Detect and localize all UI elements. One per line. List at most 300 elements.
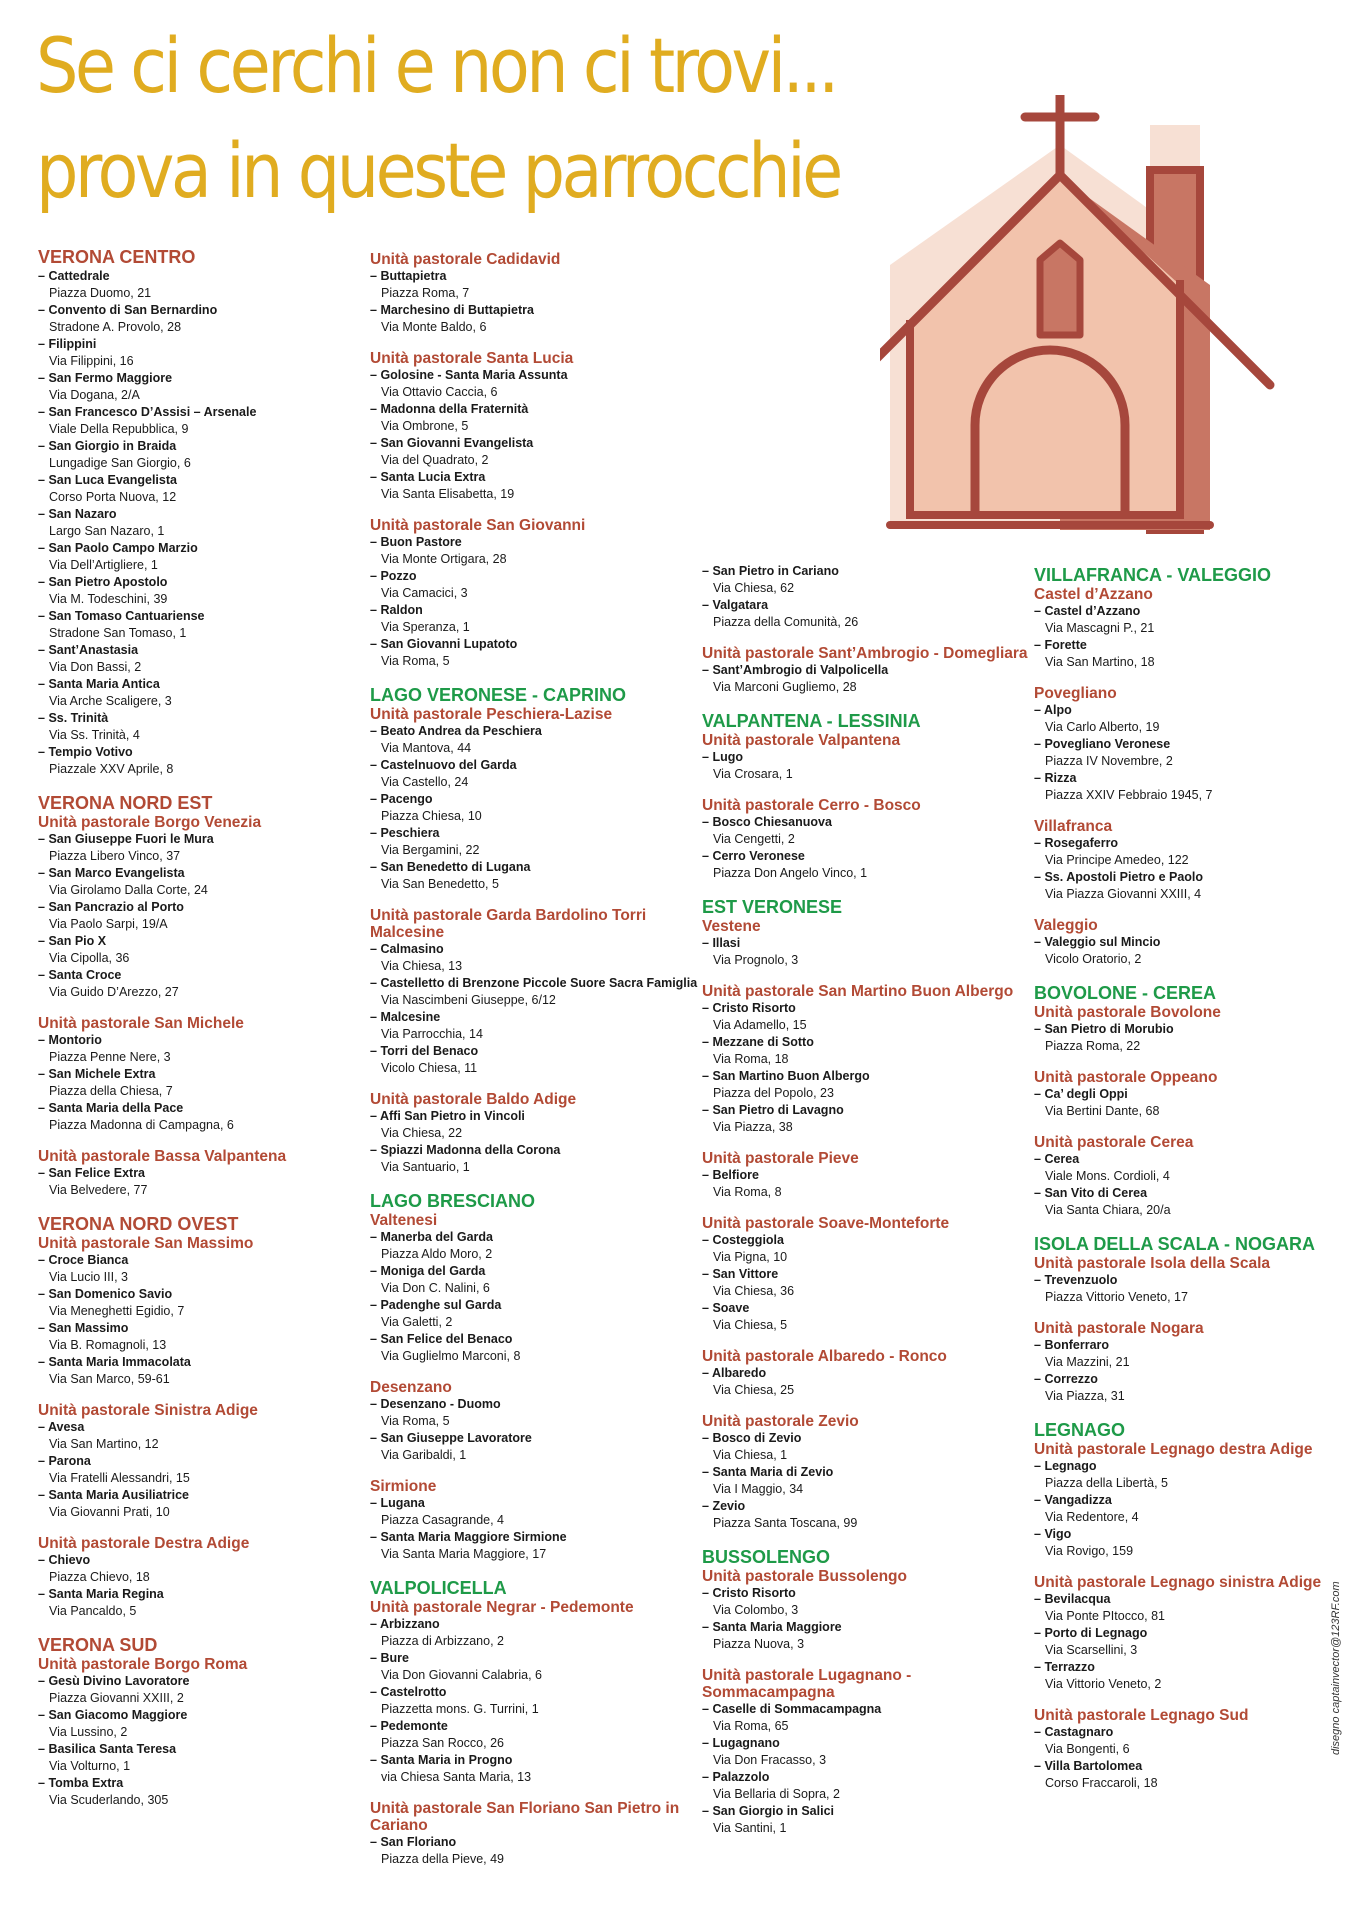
parish-list <box>702 935 1032 969</box>
bullet-dash: – <box>38 303 49 317</box>
parish-name <box>702 814 1032 831</box>
parish-name <box>370 757 700 774</box>
parish-name <box>1034 1758 1364 1775</box>
bullet-dash: – <box>1034 1759 1045 1773</box>
parish-name <box>1034 869 1364 886</box>
bullet-dash: – <box>38 473 49 487</box>
column-4 <box>1034 564 1364 1792</box>
parish-name <box>38 1100 368 1117</box>
parish-name <box>370 825 700 842</box>
bullet-dash: – <box>702 750 713 764</box>
parish-address: Via Arche Scaligere, 3 <box>49 694 172 708</box>
bullet-dash: – <box>38 1454 49 1468</box>
pastoral-unit-heading: Unità pastorale Borgo Roma <box>38 1656 248 1673</box>
bullet-dash: – <box>38 1674 49 1688</box>
parish-address: Via Piazza, 38 <box>713 1120 793 1134</box>
parish-list <box>702 1365 1032 1399</box>
pastoral-unit-heading: Unità pastorale Borgo Venezia <box>38 814 262 831</box>
parish-item <box>702 814 1032 848</box>
parish-list <box>38 1673 368 1809</box>
parish-name-text: San Giorgio in Salici <box>712 1804 834 1818</box>
parish-address: Largo San Nazaro, 1 <box>49 524 165 538</box>
parish-name-text: Padenghe sul Garda <box>380 1298 502 1312</box>
parish-name-text: Vigo <box>1044 1527 1072 1541</box>
parish-address: Via Piazza, 31 <box>1045 1389 1125 1403</box>
parish-address: Via San Benedetto, 5 <box>381 877 499 891</box>
parish-name-text: Terrazzo <box>1044 1660 1095 1674</box>
parish-name <box>38 540 368 557</box>
parish-name-text: Basilica Santa Teresa <box>48 1742 177 1756</box>
parish-address: Lungadige San Giorgio, 6 <box>49 456 191 470</box>
parish-name-text: Santa Maria Maggiore Sirmione <box>380 1530 567 1544</box>
parish-address: Via Scarsellini, 3 <box>1045 1643 1138 1657</box>
parish-name-text: Castelletto di Brenzone Piccole Suore Sacra Famiglia <box>380 976 698 990</box>
parish-address: Via Ottavio Caccia, 6 <box>381 385 498 399</box>
parish-name <box>1034 702 1364 719</box>
parish-name-text: Castel d’Azzano <box>1044 604 1141 618</box>
parish-list <box>702 563 1032 631</box>
parish-name-text: Chievo <box>48 1553 91 1567</box>
parish-address: Piazza XXIV Febbraio 1945, 7 <box>1045 788 1213 802</box>
parish-address: Via Chiesa, 13 <box>381 959 463 973</box>
parish-item <box>370 1650 700 1684</box>
parish-address: Corso Porta Nuova, 12 <box>49 490 177 504</box>
parish-name <box>370 1297 700 1314</box>
parish-list <box>702 814 1032 882</box>
parish-address: Via Castello, 24 <box>381 775 469 789</box>
parish-name <box>1034 1625 1364 1642</box>
bullet-dash: – <box>370 942 381 956</box>
parish-name-text: San Michele Extra <box>48 1067 156 1081</box>
parish-address: Via Cipolla, 36 <box>49 951 130 965</box>
parish-list <box>1034 1591 1364 1693</box>
parish-name-text: San Tomaso Cantuariense <box>48 609 205 623</box>
parish-name-text: Parona <box>48 1454 91 1468</box>
parish-item <box>370 1616 700 1650</box>
pastoral-unit-heading: Unità pastorale Cadidavid <box>370 251 561 268</box>
parish-name-text: San Pio X <box>48 934 107 948</box>
parish-name <box>370 1263 700 1280</box>
parish-item <box>702 1585 1032 1619</box>
parish-name <box>38 302 368 319</box>
parish-name-text: Albaredo <box>711 1366 767 1380</box>
parish-name-text: San Floriano <box>380 1835 457 1849</box>
bullet-dash: – <box>702 936 713 950</box>
pastoral-unit-heading: Unità pastorale Destra Adige <box>38 1535 250 1552</box>
parish-address: Via Bellaria di Sopra, 2 <box>713 1787 840 1801</box>
bullet-dash: – <box>38 968 49 982</box>
parish-name-text: Malcesine <box>380 1010 441 1024</box>
parish-item <box>38 831 368 865</box>
parish-name <box>370 268 700 285</box>
parish-item <box>370 1396 700 1430</box>
bullet-dash: – <box>702 1168 713 1182</box>
parish-item <box>702 1000 1032 1034</box>
parish-name <box>38 744 368 761</box>
parish-item <box>1034 835 1364 869</box>
parish-address: Via Filippini, 16 <box>49 354 134 368</box>
bullet-dash: – <box>38 269 49 283</box>
pastoral-unit-heading: Unità pastorale Negrar - Pedemonte <box>370 1599 634 1616</box>
parish-item <box>38 1775 368 1809</box>
parish-name <box>1034 1526 1364 1543</box>
parish-name-text: Cristo Risorto <box>712 1001 796 1015</box>
parish-item <box>1034 1185 1364 1219</box>
parish-name-text: Santa Maria in Progno <box>380 1753 513 1767</box>
parish-name <box>370 534 700 551</box>
parish-address: Via Belvedere, 77 <box>49 1183 148 1197</box>
parish-name <box>370 1752 700 1769</box>
pastoral-unit-heading: Unità pastorale Bassa Valpantena <box>38 1148 287 1165</box>
parish-name <box>1034 1086 1364 1103</box>
parish-address: Piazza Libero Vinco, 37 <box>49 849 181 863</box>
parish-address: Via Chiesa, 25 <box>713 1383 795 1397</box>
parish-name-text: San Felice Extra <box>48 1166 146 1180</box>
parish-name <box>38 1707 368 1724</box>
bullet-dash: – <box>38 1253 49 1267</box>
parish-name <box>702 749 1032 766</box>
parish-name <box>702 1000 1032 1017</box>
parish-address: Via Don Bassi, 2 <box>49 660 142 674</box>
parish-address: Via Giovanni Prati, 10 <box>49 1505 170 1519</box>
parish-name-text: Alpo <box>1043 703 1072 717</box>
parish-item <box>370 1009 700 1043</box>
parish-name-text: Cerro Veronese <box>712 849 805 863</box>
bullet-dash: – <box>370 303 381 317</box>
parish-list <box>38 1252 368 1388</box>
bullet-dash: – <box>38 1708 49 1722</box>
parish-item <box>702 1803 1032 1837</box>
parish-name-text: Montorio <box>48 1033 102 1047</box>
parish-address: Via Garibaldi, 1 <box>381 1448 467 1462</box>
bullet-dash: – <box>370 368 381 382</box>
parish-name <box>370 469 700 486</box>
bullet-dash: – <box>702 1233 713 1247</box>
parish-name-text: Raldon <box>380 603 423 617</box>
bullet-dash: – <box>702 1035 713 1049</box>
bullet-dash: – <box>38 337 49 351</box>
parish-address: Piazza Duomo, 21 <box>49 286 152 300</box>
parish-list <box>38 1165 368 1199</box>
bullet-dash: – <box>38 609 49 623</box>
parish-list <box>38 1419 368 1521</box>
bullet-dash: – <box>1034 1087 1045 1101</box>
bullet-dash: – <box>370 724 381 738</box>
parish-address: Piazza Santa Toscana, 99 <box>713 1516 858 1530</box>
bullet-dash: – <box>38 439 49 453</box>
parish-name-text: Calmasino <box>380 942 444 956</box>
parish-name <box>38 1673 368 1690</box>
parish-address: via Chiesa Santa Maria, 13 <box>381 1770 532 1784</box>
parish-name <box>38 1320 368 1337</box>
parish-item <box>370 941 700 975</box>
parish-item <box>702 1034 1032 1068</box>
parish-address: Via Roma, 5 <box>381 654 450 668</box>
parish-name-text: Santa Croce <box>48 968 122 982</box>
parish-name-text: Pacengo <box>380 792 433 806</box>
parish-address: Piazza San Rocco, 26 <box>381 1736 504 1750</box>
parish-name <box>38 370 368 387</box>
bullet-dash: – <box>702 564 713 578</box>
parish-name <box>38 1066 368 1083</box>
zone-heading: VILLAFRANCA - VALEGGIO <box>1034 565 1271 585</box>
parish-address: Piazza della Libertà, 5 <box>1045 1476 1168 1490</box>
parish-address: Via Santa Chiara, 20/a <box>1045 1203 1171 1217</box>
parish-name <box>702 1619 1032 1636</box>
parish-name <box>702 597 1032 614</box>
zone-heading: LAGO VERONESE - CAPRINO <box>370 685 627 705</box>
column-1 <box>38 246 368 1809</box>
parish-address: Via Camacici, 3 <box>381 586 468 600</box>
parish-item <box>38 302 368 336</box>
bullet-dash: – <box>702 1001 713 1015</box>
pastoral-unit-heading: Unità pastorale Sinistra Adige <box>38 1402 258 1419</box>
parish-address: Via Nascimbeni Giuseppe, 6/12 <box>381 993 556 1007</box>
bullet-dash: – <box>370 269 381 283</box>
parish-item <box>38 574 368 608</box>
parish-address: Piazza Aldo Moro, 2 <box>381 1247 493 1261</box>
parish-name-text: Marchesino di Buttapietra <box>380 303 534 317</box>
parish-name <box>370 1650 700 1667</box>
parish-name-text: San Giorgio in Braida <box>48 439 177 453</box>
parish-item <box>38 1453 368 1487</box>
pastoral-unit-heading: Unità pastorale Sant’Ambrogio - Domegliara <box>702 645 1028 662</box>
parish-name <box>370 636 700 653</box>
bullet-dash: – <box>370 1651 381 1665</box>
parish-item <box>702 1701 1032 1735</box>
bullet-dash: – <box>1034 1459 1045 1473</box>
parish-name <box>702 1266 1032 1283</box>
parish-name <box>702 563 1032 580</box>
parish-item <box>702 1735 1032 1769</box>
pastoral-unit-heading: Unità pastorale San Giovanni <box>370 517 586 534</box>
zone-heading: VERONA NORD OVEST <box>38 1214 239 1234</box>
parish-name <box>702 935 1032 952</box>
parish-list <box>370 1834 700 1868</box>
parish-name <box>702 1735 1032 1752</box>
column-2 <box>370 251 700 1868</box>
parish-address: Piazza del Popolo, 23 <box>713 1086 834 1100</box>
parish-name <box>38 506 368 523</box>
parish-item <box>1034 1458 1364 1492</box>
pastoral-unit-heading: Unità pastorale Albaredo - Ronco <box>702 1348 947 1365</box>
bullet-dash: – <box>702 1736 713 1750</box>
parish-name <box>38 1487 368 1504</box>
parish-address: Via Bertini Dante, 68 <box>1045 1104 1160 1118</box>
bullet-dash: – <box>370 470 381 484</box>
parish-list <box>1034 1337 1364 1405</box>
parish-name-text: Valgatara <box>712 598 769 612</box>
bullet-dash: – <box>370 569 381 583</box>
parish-name-text: Castelrotto <box>380 1685 447 1699</box>
parish-address: Via Roma, 8 <box>713 1185 782 1199</box>
parish-name-text: Bonferraro <box>1044 1338 1110 1352</box>
zone-heading: VALPOLICELLA <box>370 1578 507 1598</box>
pastoral-unit-heading: Unità pastorale Legnago sinistra Adige <box>1034 1574 1322 1591</box>
parish-name <box>1034 1021 1364 1038</box>
parish-address: Via Chiesa, 36 <box>713 1284 795 1298</box>
parish-item <box>370 1718 700 1752</box>
bullet-dash: – <box>1034 836 1045 850</box>
parish-address: Via Parrocchia, 14 <box>381 1027 483 1041</box>
parish-name <box>370 975 700 992</box>
parish-item <box>1034 637 1364 671</box>
bullet-dash: – <box>370 1719 381 1733</box>
parish-name-text: Santa Maria della Pace <box>48 1101 184 1115</box>
parish-address: Corso Fraccaroli, 18 <box>1045 1776 1158 1790</box>
parish-item <box>38 1286 368 1320</box>
parish-name <box>370 1331 700 1348</box>
bullet-dash: – <box>38 1166 49 1180</box>
parish-name-text: San Massimo <box>48 1321 129 1335</box>
parish-name-text: San Pietro di Morubio <box>1044 1022 1174 1036</box>
parish-list <box>370 723 700 893</box>
bullet-dash: – <box>38 575 49 589</box>
bullet-dash: – <box>702 1069 713 1083</box>
parish-name <box>370 1495 700 1512</box>
parish-name-text: Filippini <box>48 337 97 351</box>
parish-item <box>370 1834 700 1868</box>
parish-name <box>1034 1659 1364 1676</box>
parish-name-text: San Giuseppe Lavoratore <box>380 1431 532 1445</box>
parish-item <box>38 1252 368 1286</box>
parish-list <box>1034 1272 1364 1306</box>
parish-name-text: Santa Maria Ausiliatrice <box>48 1488 190 1502</box>
parish-name-text: Sant’Anastasia <box>48 643 139 657</box>
parish-item <box>1034 1625 1364 1659</box>
parish-name <box>370 1834 700 1851</box>
parish-name <box>370 1396 700 1413</box>
bullet-dash: – <box>38 1488 49 1502</box>
parish-address: Piazza Vittorio Veneto, 17 <box>1045 1290 1188 1304</box>
parish-item <box>1034 1492 1364 1526</box>
zone-heading: VERONA SUD <box>38 1635 158 1655</box>
parish-name-text: Affi San Pietro in Vincoli <box>379 1109 525 1123</box>
parish-name <box>702 1430 1032 1447</box>
zone-heading: LEGNAGO <box>1034 1420 1126 1440</box>
bullet-dash: – <box>702 1702 713 1716</box>
parish-item <box>370 1108 700 1142</box>
parish-item <box>1034 1371 1364 1405</box>
parish-address: Via Fratelli Alessandri, 15 <box>49 1471 190 1485</box>
parish-name <box>38 438 368 455</box>
parish-list <box>702 1430 1032 1532</box>
parish-name-text: Rizza <box>1044 771 1077 785</box>
parish-address: Via Rovigo, 159 <box>1045 1544 1134 1558</box>
parish-list <box>370 941 700 1077</box>
pastoral-unit-heading: Unità pastorale Nogara <box>1034 1320 1204 1337</box>
bullet-dash: – <box>370 1431 381 1445</box>
parish-name <box>702 1498 1032 1515</box>
parish-address: Via Adamello, 15 <box>713 1018 807 1032</box>
bullet-dash: – <box>370 1109 380 1123</box>
pastoral-unit-heading: Unità pastorale Cerro - Bosco <box>702 797 921 814</box>
parish-name-text: Manerba del Garda <box>380 1230 493 1244</box>
parish-address: Via Santa Elisabetta, 19 <box>381 487 515 501</box>
parish-item <box>38 1673 368 1707</box>
parish-item <box>702 1266 1032 1300</box>
pastoral-unit-heading: Unità pastorale Lugagnano - Sommacampagna <box>702 1667 912 1701</box>
parish-name-text: Palazzolo <box>712 1770 770 1784</box>
parish-name-text: Buon Pastore <box>380 535 462 549</box>
parish-item <box>370 825 700 859</box>
parish-address: Piazza Madonna di Campagna, 6 <box>49 1118 234 1132</box>
bullet-dash: – <box>38 677 49 691</box>
parish-name-text: San Domenico Savio <box>48 1287 173 1301</box>
parish-name <box>370 941 700 958</box>
parish-name-text: Gesù Divino Lavoratore <box>48 1674 190 1688</box>
parish-name-text: Madonna della Fraternità <box>380 402 529 416</box>
parish-name-text: San Vito di Cerea <box>1044 1186 1148 1200</box>
bullet-dash: – <box>370 436 381 450</box>
parish-item <box>38 1586 368 1620</box>
parish-list <box>370 534 700 670</box>
parish-address: Via Bongenti, 6 <box>1045 1742 1130 1756</box>
parish-item <box>1034 1659 1364 1693</box>
parish-address: Via del Quadrato, 2 <box>381 453 489 467</box>
parish-address: Via Piazza Giovanni XXIII, 4 <box>1045 887 1202 901</box>
parish-item <box>370 302 700 336</box>
parish-name-text: Porto di Legnago <box>1044 1626 1148 1640</box>
parish-item <box>38 899 368 933</box>
parish-item <box>370 1229 700 1263</box>
bullet-dash: – <box>1034 1152 1045 1166</box>
parish-name-text: San Giuseppe Fuori le Mura <box>48 832 214 846</box>
bullet-dash: – <box>370 1230 381 1244</box>
parish-item <box>38 1165 368 1199</box>
parish-name-text: Bevilacqua <box>1044 1592 1111 1606</box>
parish-name <box>38 1775 368 1792</box>
parish-name <box>370 602 700 619</box>
pastoral-unit-heading: Valeggio <box>1034 917 1098 934</box>
parish-name <box>1034 1724 1364 1741</box>
parish-item <box>38 642 368 676</box>
parish-address: Piazza Penne Nere, 3 <box>49 1050 171 1064</box>
pastoral-unit-heading: Valtenesi <box>370 1212 438 1229</box>
pastoral-unit-heading: Villafranca <box>1034 818 1113 835</box>
parish-name-text: Zevio <box>712 1499 746 1513</box>
bullet-dash: – <box>38 371 49 385</box>
parish-item <box>38 404 368 438</box>
parish-address: Via Redentore, 4 <box>1045 1510 1139 1524</box>
parish-item <box>38 608 368 642</box>
column-3 <box>702 563 1032 1837</box>
parish-list <box>702 1585 1032 1653</box>
parish-item <box>702 1102 1032 1136</box>
parish-address: Via Colombo, 3 <box>713 1603 799 1617</box>
parish-name-text: Santa Maria di Zevio <box>712 1465 834 1479</box>
bullet-dash: – <box>370 1496 381 1510</box>
parish-address: Stradone San Tomaso, 1 <box>49 626 187 640</box>
zone-heading: ISOLA DELLA SCALA - NOGARA <box>1034 1234 1315 1254</box>
parish-address: Via Speranza, 1 <box>381 620 470 634</box>
parish-name <box>370 302 700 319</box>
parish-list <box>1034 1724 1364 1792</box>
bullet-dash: – <box>1034 1725 1045 1739</box>
parish-name-text: Beato Andrea da Peschiera <box>380 724 542 738</box>
parish-list <box>1034 1021 1364 1055</box>
pastoral-unit-heading: Unità pastorale San Floriano San Pietro in Cariano <box>370 1800 680 1834</box>
parish-name <box>702 1034 1032 1051</box>
parish-item <box>702 1769 1032 1803</box>
parish-item <box>370 1331 700 1365</box>
parish-address: Piazzale XXV Aprile, 8 <box>49 762 174 776</box>
pastoral-unit-heading: Unità pastorale Garda Bardolino Torri Malcesine <box>370 907 647 941</box>
parish-name <box>370 1718 700 1735</box>
parish-name <box>1034 835 1364 852</box>
parish-name <box>38 676 368 693</box>
bullet-dash: – <box>370 1685 381 1699</box>
